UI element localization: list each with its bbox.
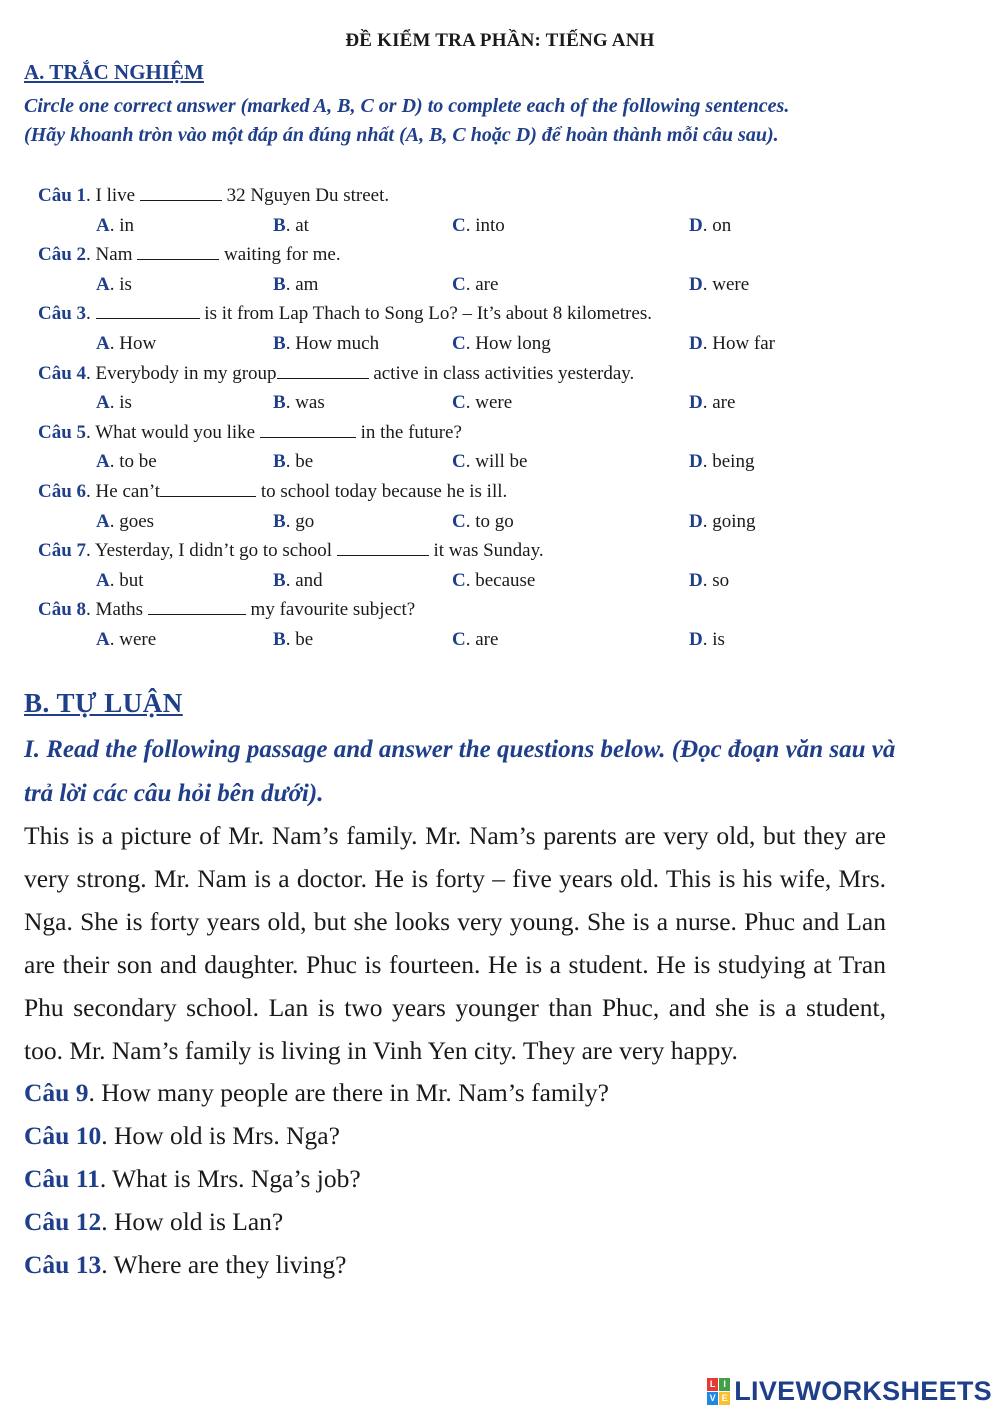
option-separator: . [702, 214, 713, 236]
open-question-13 [24, 1243, 609, 1286]
question-text-before: . Everybody in my group [86, 362, 277, 384]
question-text-before: . He can’t [86, 480, 161, 502]
option-text: going [712, 510, 756, 532]
option-d[interactable] [689, 625, 725, 655]
option-c[interactable] [452, 566, 535, 596]
option-letter: A [96, 451, 110, 473]
answer-blank[interactable] [148, 595, 246, 615]
option-text: are [475, 628, 499, 650]
option-a[interactable] [96, 566, 144, 596]
reading-passage: This is a picture of Mr. Nam’s family. Mr. Nam’s parents are very old, but they are very strong. Mr. Nam is a doctor. He is forty – five years old. This is his wife, Mrs. Nga. She is forty years old, but she looks very young. She is a nurse. Phuc and Lan are their son and daughter. Phuc is fourteen. He is a student. He is studying at Tran Phu secondary school. Lan is two years younger than Phuc, and she is a student, too. Mr. Nam’s family is living in Vinh Yen city. They are very happy. [24, 821, 886, 1065]
option-b[interactable] [273, 388, 325, 418]
question-4-options [0, 388, 1000, 418]
option-text: is [119, 392, 132, 414]
option-separator: . [465, 214, 476, 236]
option-separator: . [285, 214, 296, 236]
option-d[interactable] [689, 211, 731, 241]
option-letter: C [452, 628, 466, 650]
question-number: Câu 8 [38, 599, 87, 621]
option-c[interactable] [452, 329, 551, 359]
logo-tile-i: I [719, 1378, 730, 1391]
watermark-text: LIVEWORKSHEETS [734, 1376, 992, 1406]
option-separator: . [465, 332, 476, 354]
question-number: Câu 6 [38, 480, 87, 502]
question-text-after: in the future? [355, 421, 462, 443]
question-number: Câu 3 [38, 303, 87, 325]
option-text: were [475, 392, 513, 414]
option-text: were [712, 273, 750, 295]
answer-blank[interactable] [137, 240, 219, 260]
question-7-options [0, 566, 1000, 596]
question-3-options [0, 329, 1000, 359]
option-d[interactable] [689, 329, 775, 359]
option-letter: A [96, 569, 110, 591]
option-letter: A [96, 332, 110, 354]
section-b-instruction: I. Read the following passage and answer the questions below. (Đọc đoạn văn sau và trả lời các câu hỏi bên dưới). [24, 736, 896, 807]
liveworksheets-watermark [707, 1376, 992, 1407]
question-number: Câu 9 [24, 1078, 89, 1107]
option-letter: A [96, 510, 110, 532]
logo-tile-l: L [707, 1378, 718, 1391]
option-separator: . [285, 510, 296, 532]
option-separator: . [702, 569, 713, 591]
section-a-heading: A. TRẮC NGHIỆM [24, 60, 204, 84]
option-separator: . [109, 569, 120, 591]
option-letter: D [689, 214, 703, 236]
option-d[interactable] [689, 507, 756, 537]
option-separator: . [109, 451, 120, 473]
answer-blank[interactable] [337, 536, 429, 556]
question-1-options [0, 211, 1000, 241]
option-separator: . [285, 332, 296, 354]
question-text: . What is Mrs. Nga’s job? [99, 1164, 361, 1193]
option-letter: A [96, 214, 110, 236]
open-question-9 [24, 1071, 609, 1114]
option-text: How long [475, 332, 551, 354]
question-text: . How old is Mrs. Nga? [101, 1121, 340, 1150]
option-separator: . [109, 332, 120, 354]
option-separator: . [109, 214, 120, 236]
question-text-before: . [86, 303, 96, 325]
option-separator: . [465, 628, 476, 650]
option-text: How much [295, 332, 380, 354]
option-a[interactable] [96, 447, 157, 477]
option-letter: A [96, 392, 110, 414]
liveworksheets-logo-icon [707, 1378, 730, 1405]
section-b-heading: B. TỰ LUẬN [24, 688, 183, 718]
question-2 [0, 240, 1000, 270]
question-number: Câu 11 [24, 1164, 100, 1193]
option-letter: D [689, 392, 703, 414]
multiple-choice-list [0, 181, 1000, 655]
question-text-before: . I live [86, 185, 140, 206]
option-letter: C [452, 332, 466, 354]
option-separator: . [465, 451, 476, 473]
logo-tile-e: E [719, 1392, 730, 1405]
open-question-10 [24, 1114, 609, 1157]
question-6-options [0, 507, 1000, 537]
question-number: Câu 12 [24, 1207, 102, 1236]
option-text: will be [475, 451, 528, 473]
option-d[interactable] [689, 270, 749, 300]
option-a[interactable] [96, 388, 132, 418]
option-separator: . [285, 451, 296, 473]
option-text: are [475, 273, 499, 295]
question-text-after: active in class activities yesterday. [368, 362, 635, 384]
option-letter: B [273, 451, 286, 473]
option-c[interactable] [452, 507, 514, 537]
answer-blank[interactable] [140, 181, 222, 201]
option-letter: A [96, 628, 110, 650]
option-separator: . [285, 628, 296, 650]
option-c[interactable] [452, 447, 527, 477]
question-5-options [0, 447, 1000, 477]
answer-blank[interactable] [160, 477, 256, 497]
option-c[interactable] [452, 211, 505, 241]
option-text: goes [119, 510, 155, 532]
option-text: at [295, 214, 309, 236]
option-a[interactable] [96, 625, 156, 655]
option-separator: . [702, 273, 713, 295]
option-letter: B [273, 392, 286, 414]
option-b[interactable] [273, 507, 314, 537]
question-text-after: 32 Nguyen Du street. [221, 185, 390, 206]
option-letter: B [273, 214, 286, 236]
option-separator: . [465, 273, 476, 295]
option-separator: . [465, 510, 476, 532]
question-6 [0, 477, 1000, 507]
option-text: so [712, 569, 730, 591]
option-letter: D [689, 628, 703, 650]
option-letter: C [452, 214, 466, 236]
option-text: is [119, 273, 132, 295]
question-text: . How old is Lan? [101, 1207, 284, 1236]
question-8 [0, 595, 1000, 625]
option-letter: B [273, 332, 286, 354]
option-text: is [712, 628, 725, 650]
option-text: am [295, 273, 319, 295]
option-letter: C [452, 273, 466, 295]
option-separator: . [285, 392, 296, 414]
option-separator: . [465, 569, 476, 591]
question-number: Câu 1 [38, 185, 87, 206]
option-c[interactable] [452, 625, 498, 655]
question-4 [0, 359, 1000, 389]
option-separator: . [285, 273, 296, 295]
option-text: in [119, 214, 135, 236]
page-title: ĐỀ KIỂM TRA PHẦN: TIẾNG ANH [345, 30, 655, 51]
option-letter: D [689, 510, 703, 532]
option-text: How far [712, 332, 776, 354]
option-separator: . [109, 273, 120, 295]
question-number: Câu 13 [24, 1250, 102, 1279]
option-separator: . [285, 569, 296, 591]
option-letter: C [452, 569, 466, 591]
option-separator: . [465, 392, 476, 414]
question-2-options [0, 270, 1000, 300]
option-b[interactable] [273, 211, 309, 241]
option-text: were [119, 628, 157, 650]
option-a[interactable] [96, 507, 154, 537]
question-text-before: . Nam [86, 244, 138, 266]
question-text: . How many people are there in Mr. Nam’s family? [88, 1078, 609, 1107]
open-questions-list [24, 1071, 609, 1286]
option-letter: C [452, 392, 466, 414]
option-d[interactable] [689, 566, 729, 596]
option-letter: A [96, 273, 110, 295]
option-letter: B [273, 628, 286, 650]
option-letter: B [273, 273, 286, 295]
open-question-11 [24, 1157, 609, 1200]
answer-blank[interactable] [260, 418, 356, 438]
option-text: because [475, 569, 536, 591]
question-5 [0, 418, 1000, 448]
question-text-before: . What would you like [86, 421, 260, 443]
question-number: Câu 10 [24, 1121, 102, 1150]
option-c[interactable] [452, 270, 498, 300]
option-separator: . [702, 510, 713, 532]
option-separator: . [702, 332, 713, 354]
question-number: Câu 5 [38, 421, 87, 443]
option-text: be [295, 628, 314, 650]
option-text: to go [475, 510, 514, 532]
question-3 [0, 299, 1000, 329]
answer-blank[interactable] [96, 299, 200, 319]
option-letter: B [273, 510, 286, 532]
option-letter: D [689, 273, 703, 295]
option-c[interactable] [452, 388, 512, 418]
question-text-after: waiting for me. [219, 244, 341, 266]
option-letter: D [689, 451, 703, 473]
option-text: How [119, 332, 157, 354]
question-number: Câu 7 [38, 540, 87, 562]
option-separator: . [702, 392, 713, 414]
option-text: on [712, 214, 732, 236]
option-separator: . [109, 392, 120, 414]
question-text-before: . Maths [86, 599, 148, 621]
question-text: . Where are they living? [101, 1250, 347, 1279]
question-7 [0, 536, 1000, 566]
question-number: Câu 4 [38, 362, 87, 384]
open-question-12 [24, 1200, 609, 1243]
question-8-options [0, 625, 1000, 655]
option-b[interactable] [273, 566, 323, 596]
question-text-after: my favourite subject? [245, 599, 416, 621]
option-letter: C [452, 451, 466, 473]
option-separator: . [109, 628, 120, 650]
option-a[interactable] [96, 211, 134, 241]
option-text: was [295, 392, 325, 414]
option-text: but [119, 569, 144, 591]
section-a-instruction: Circle one correct answer (marked A, B, C or D) to complete each of the following sentences. (Hãy khoanh tròn vào một đáp án đúng nhất (A, B, C hoặc D) để hoàn thành mỗi câu sau). [24, 95, 790, 146]
option-b[interactable] [273, 447, 313, 477]
option-a[interactable] [96, 329, 156, 359]
option-text: are [712, 392, 736, 414]
option-d[interactable] [689, 447, 754, 477]
option-letter: D [689, 332, 703, 354]
logo-tile-v: V [707, 1392, 718, 1405]
option-b[interactable] [273, 329, 379, 359]
option-b[interactable] [273, 270, 318, 300]
option-separator: . [109, 510, 120, 532]
option-letter: D [689, 569, 703, 591]
option-text: being [712, 451, 755, 473]
question-text-after: is it from Lap Thach to Song Lo? – It’s about 8 kilometres. [199, 303, 652, 325]
question-number: Câu 2 [38, 244, 87, 266]
option-text: into [475, 214, 505, 236]
question-text-after: it was Sunday. [428, 540, 544, 562]
option-b[interactable] [273, 625, 313, 655]
option-letter: B [273, 569, 286, 591]
question-text-after: to school today because he is ill. [256, 480, 508, 502]
option-text: be [295, 451, 314, 473]
option-letter: C [452, 510, 466, 532]
option-text: to be [119, 451, 157, 473]
answer-blank[interactable] [277, 359, 369, 379]
option-separator: . [702, 628, 713, 650]
option-d[interactable] [689, 388, 735, 418]
option-text: go [295, 510, 315, 532]
option-text: and [295, 569, 323, 591]
question-1 [0, 181, 1000, 211]
option-a[interactable] [96, 270, 132, 300]
question-text-before: . Yesterday, I didn’t go to school [86, 540, 337, 562]
option-separator: . [702, 451, 713, 473]
